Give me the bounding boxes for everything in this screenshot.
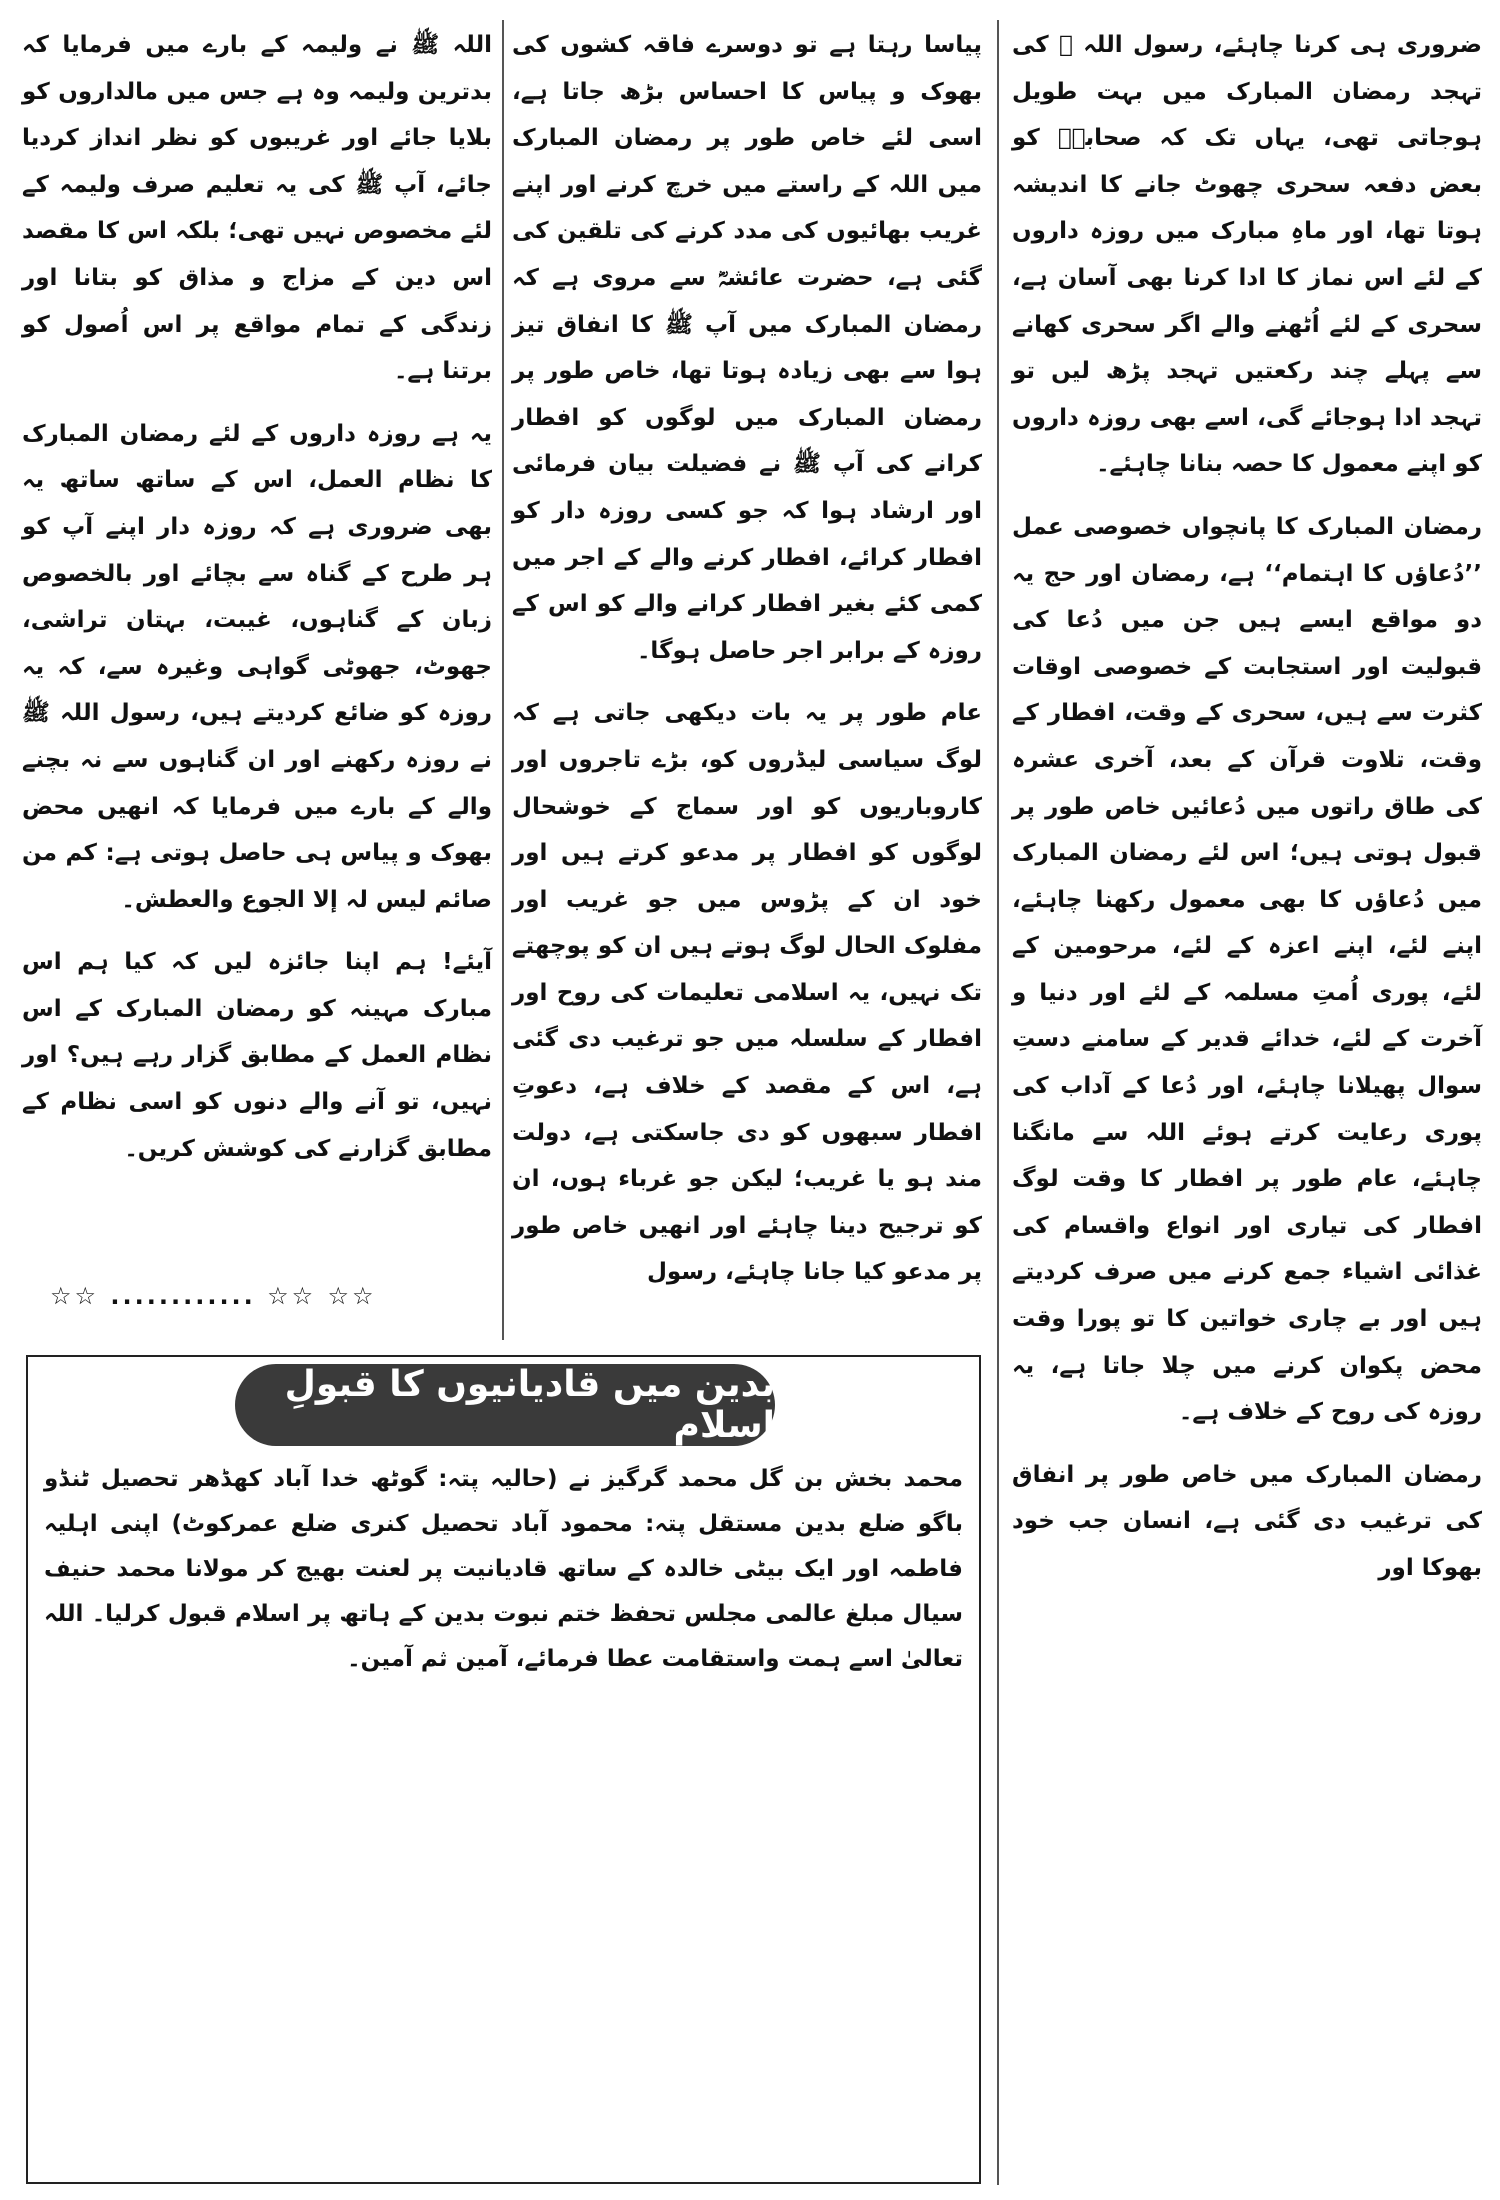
news-headline: بدین میں قادیانیوں کا قبولِ اسلام <box>235 1364 775 1446</box>
column-divider <box>502 20 504 1340</box>
paragraph: رمضان المبارک کا پانچواں خصوصی عمل ’’دُعاؤں کا اہتمام‘‘ ہے، رمضان اور حج یہ دو مواقع ایسے ہیں جن میں دُعا کی قبولیت اور استجابت کے خصوصی اوقات کثرت سے ہیں، سحری کے وقت، افطار کے وقت، تلاوت قرآن کے بعد، آخری عشرہ کی طاق راتوں میں دُعائیں خاص طور پر قبول ہوتی ہیں؛ اس لئے رمضان المبارک میں دُعاؤں کا بھی معمول رکھنا چاہئے، اپنے لئے، اپنے اعزہ کے لئے، مرحومین کے لئے، پوری اُمتِ مسلمہ کے لئے اور دنیا و آخرت کے لئے، خدائے قدیر کے سامنے دستِ سوال پھیلانا چاہئے، اور دُعا کے آداب کی پوری رعایت کرتے ہوئے اللہ سے مانگنا چاہئے، عام طور پر افطار کا وقت لوگ افطار کی تیاری اور انواع واقسام کی غذائی اشیاء جمع کرنے میں صرف کردیتے ہیں اور بے چاری خواتین کا تو پورا وقت محض پکوان کرنے میں چلا جاتا ہے، یہ روزہ کی روح کے خلاف ہے۔ <box>1012 513 1482 1426</box>
paragraph: آیئے! ہم اپنا جائزہ لیں کہ کیا ہم اس مبارک مہینہ کو رمضان المبارک کے اس نظام العمل کے مطابق گزار رہے ہیں؟ اور نہیں، تو آنے والے دنوں کو اسی نظام کے مطابق گزارنے کی کوشش کریں۔ <box>22 949 492 1162</box>
article-end-marker: ☆☆ ............ ☆☆ ☆☆ <box>50 1282 377 1310</box>
article-column-left <box>22 22 492 1282</box>
news-box <box>26 1355 981 2184</box>
news-body: محمد بخش بن گل محمد گرگیز نے (حالیہ پتہ: گوٹھ خدا آباد کھڈھر تحصیل ٹنڈو باگو ضلع بدین مستقل پتہ: محمود آباد تحصیل کنری ضلع عمرکوٹ) اپنی اہلیہ فاطمہ اور ایک بیٹی خالدہ کے ساتھ قادیانیت پر لعنت بھیج کر مولانا محمد حنیف سیال مبلغ عالمی مجلس تحفظ ختم نبوت بدین کے ہاتھ پر اسلام قبول کرلیا۔ اللہ تعالیٰ اسے ہمت واستقامت عطا فرمائے، آمین ثم آمین۔ <box>44 1466 963 1672</box>
column-divider <box>997 20 999 2185</box>
paragraph: یہ ہے روزہ داروں کے لئے رمضان المبارک کا نظام العمل، اس کے ساتھ ساتھ یہ بھی ضروری ہے کہ روزہ دار اپنے آپ کو ہر طرح کے گناہ سے بچائے اور بالخصوص زبان کے گناہوں، غیبت، بہتان تراشی، جھوٹ، جھوٹی گواہی وغیرہ سے، کہ یہ روزہ کو ضائع کردیتے ہیں، رسول اللہ ﷺ نے روزہ رکھنے اور ان گناہوں سے نہ بچنے والے کے بارے میں فرمایا کہ انھیں محض بھوک و پیاس ہی حاصل ہوتی ہے: کم من صائم لیس لہ إلا الجوع والعطش۔ <box>22 420 492 913</box>
paragraph: پیاسا رہتا ہے تو دوسرے فاقہ کشوں کی بھوک و پیاس کا احساس بڑھ جاتا ہے، اسی لئے خاص طور پر رمضان المبارک میں اللہ کے راستے میں خرچ کرنے اور اپنے غریب بھائیوں کی مدد کرنے کی تلقین کی گئی ہے، حضرت عائشہؓ سے مروی ہے کہ رمضان المبارک میں آپ ﷺ کا انفاق تیز ہوا سے بھی زیادہ ہوتا تھا، خاص طور پر رمضان المبارک میں لوگوں کو افطار کرانے کی آپ ﷺ نے فضیلت بیان فرمائی اور ارشاد ہوا کہ جو کسی روزہ دار کو افطار کرائے، افطار کرنے والے کے اجر میں کمی کئے بغیر افطار کرانے والے کو اس کے روزہ کے برابر اجر حاصل ہوگا۔ <box>512 32 982 664</box>
paragraph: ضروری ہی کرنا چاہئے، رسول اللہ ﷺ کی تہجد رمضان المبارک میں بہت طویل ہوجاتی تھی، یہاں تک کہ صحابہؓ کو بعض دفعہ سحری چھوٹ جانے کا اندیشہ ہوتا تھا، اور ماہِ مبارک میں روزہ داروں کے لئے اس نماز کا ادا کرنا بھی آسان ہے، سحری کے لئے اُٹھنے والے اگر سحری کھانے سے پہلے چند رکعتیں تہجد پڑھ لیں تو تہجد ادا ہوجائے گی، اسے بھی روزہ داروں کو اپنے معمول کا حصہ بنانا چاہئے۔ <box>1012 32 1482 478</box>
article-column-right <box>1012 22 1482 2182</box>
paragraph: رمضان المبارک میں خاص طور پر انفاق کی ترغیب دی گئی ہے، انسان جب خود بھوکا اور <box>1012 1461 1482 1581</box>
article-column-middle <box>512 22 982 1382</box>
paragraph: عام طور پر یہ بات دیکھی جاتی ہے کہ لوگ سیاسی لیڈروں کو، بڑے تاجروں اور کاروباریوں کو اور سماج کے خوشحال لوگوں کو افطار پر مدعو کرتے ہیں اور خود ان کے پڑوس میں جو غریب اور مفلوک الحال لوگ ہوتے ہیں ان کو پوچھتے تک نہیں، یہ اسلامی تعلیمات کی روح اور افطار کے سلسلہ میں جو ترغیب دی گئی ہے، اس کے مقصد کے خلاف ہے، دعوتِ افطار سبھوں کو دی جاسکتی ہے، دولت مند ہو یا غریب؛ لیکن جو غرباء ہوں، ان کو ترجیح دینا چاہئے اور انھیں خاص طور پر مدعو کیا جانا چاہئے، رسول <box>512 700 982 1286</box>
paragraph: اللہ ﷺ نے ولیمہ کے بارے میں فرمایا کہ بدترین ولیمہ وہ ہے جس میں مالداروں کو بلایا جائے اور غریبوں کو نظر انداز کردیا جائے، آپ ﷺ کی یہ تعلیم صرف ولیمہ کے لئے مخصوص نہیں تھی؛ بلکہ اس کا مقصد اس دین کے مزاج و مذاق کو بتانا اور زندگی کے تمام مواقع پر اس اُصول کو برتنا ہے۔ <box>22 32 492 385</box>
